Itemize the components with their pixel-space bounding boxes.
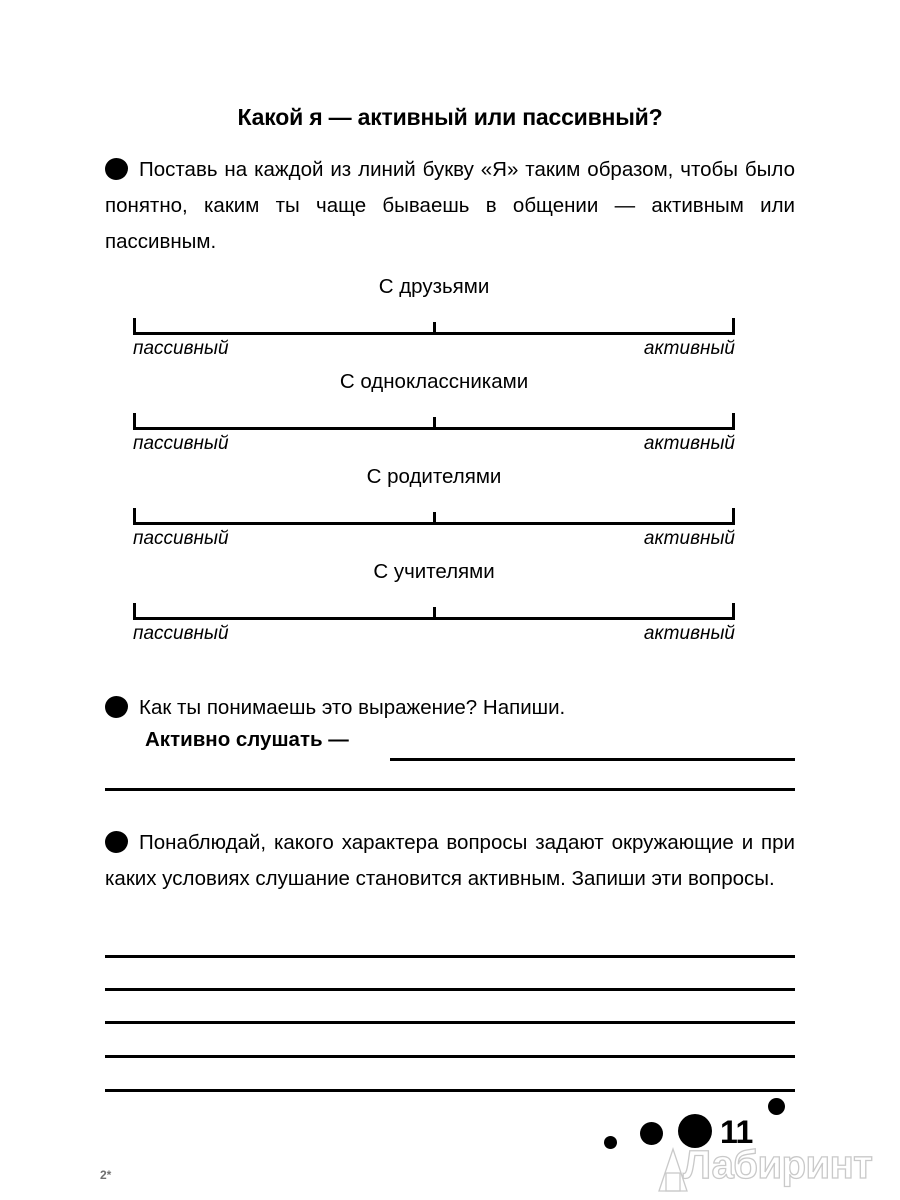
- signature-mark: 2*: [100, 1168, 112, 1182]
- decorative-dot: [678, 1114, 712, 1148]
- task-place-letter: [105, 152, 795, 260]
- answer-write-line[interactable]: [105, 955, 795, 958]
- scale-label-active: активный: [643, 623, 735, 644]
- scale-label-passive: пассивный: [133, 433, 229, 454]
- scale-parents-ruler[interactable]: [133, 507, 735, 525]
- labirint-watermark: [655, 1143, 875, 1193]
- scale-label-active: активный: [643, 433, 735, 454]
- scale-tick-middle: [433, 322, 436, 335]
- scale-tick-right: [732, 413, 735, 430]
- answer-write-line[interactable]: [390, 758, 795, 761]
- scale-tick-right: [732, 318, 735, 335]
- answer-write-line[interactable]: [105, 988, 795, 991]
- scale-teachers-endpoints: [133, 623, 735, 645]
- answer-write-line[interactable]: [105, 788, 795, 791]
- scale-label-passive: пассивный: [133, 528, 229, 549]
- page-number: 11: [720, 1114, 753, 1150]
- scale-teachers-ruler[interactable]: [133, 602, 735, 620]
- scale-parents-endpoints: [133, 528, 735, 550]
- scale-teachers-caption: С учителями: [373, 560, 495, 583]
- scale-friends-endpoints: [133, 338, 735, 360]
- scale-label-passive: пассивный: [133, 623, 229, 644]
- watermark-label: Лабиринт: [683, 1143, 873, 1187]
- task-explain-expression-text: Как ты понимаешь это выражение? Напиши.: [139, 696, 566, 719]
- decorative-dot: [768, 1098, 785, 1115]
- decorative-dot: [640, 1122, 663, 1145]
- scale-label-passive: пассивный: [133, 338, 229, 359]
- answer-write-line[interactable]: [105, 1055, 795, 1058]
- task-observe-questions: [105, 825, 795, 897]
- scale-classmates-ruler[interactable]: [133, 412, 735, 430]
- labirint-figure-icon: [655, 1143, 695, 1193]
- decorative-dot: [604, 1136, 617, 1149]
- scale-tick-middle: [433, 607, 436, 620]
- task-explain-expression: [105, 690, 795, 726]
- scale-friends-ruler[interactable]: [133, 317, 735, 335]
- scale-classmates-caption: С одноклассниками: [339, 370, 529, 393]
- scale-tick-left: [133, 413, 136, 430]
- scale-classmates-endpoints: [133, 433, 735, 455]
- task-observe-questions-text: Понаблюдай, какого характера вопросы задают окружающие и при каких условиях слушание становится активным. Запиши эти вопросы.: [105, 831, 795, 890]
- scale-tick-left: [133, 603, 136, 620]
- scale-tick-left: [133, 318, 136, 335]
- scale-label-active: активный: [643, 528, 735, 549]
- answer-label-active-listening: Активно слушать —: [145, 728, 349, 751]
- scale-tick-left: [133, 508, 136, 525]
- scale-friends-caption: С друзьями: [378, 275, 490, 298]
- scale-parents-caption: С родителями: [366, 465, 502, 488]
- scale-tick-middle: [433, 417, 436, 430]
- scale-tick-middle: [433, 512, 436, 525]
- page-title: Какой я — активный или пассивный?: [237, 104, 663, 130]
- scale-label-active: активный: [643, 338, 735, 359]
- answer-write-line[interactable]: [105, 1021, 795, 1024]
- answer-write-line[interactable]: [105, 1089, 795, 1092]
- scale-tick-right: [732, 508, 735, 525]
- task-place-letter-text: Поставь на каждой из линий букву «Я» таким образом, чтобы было понятно, каким ты чаще бываешь в общении — активным или пассивным.: [105, 158, 795, 253]
- scale-tick-right: [732, 603, 735, 620]
